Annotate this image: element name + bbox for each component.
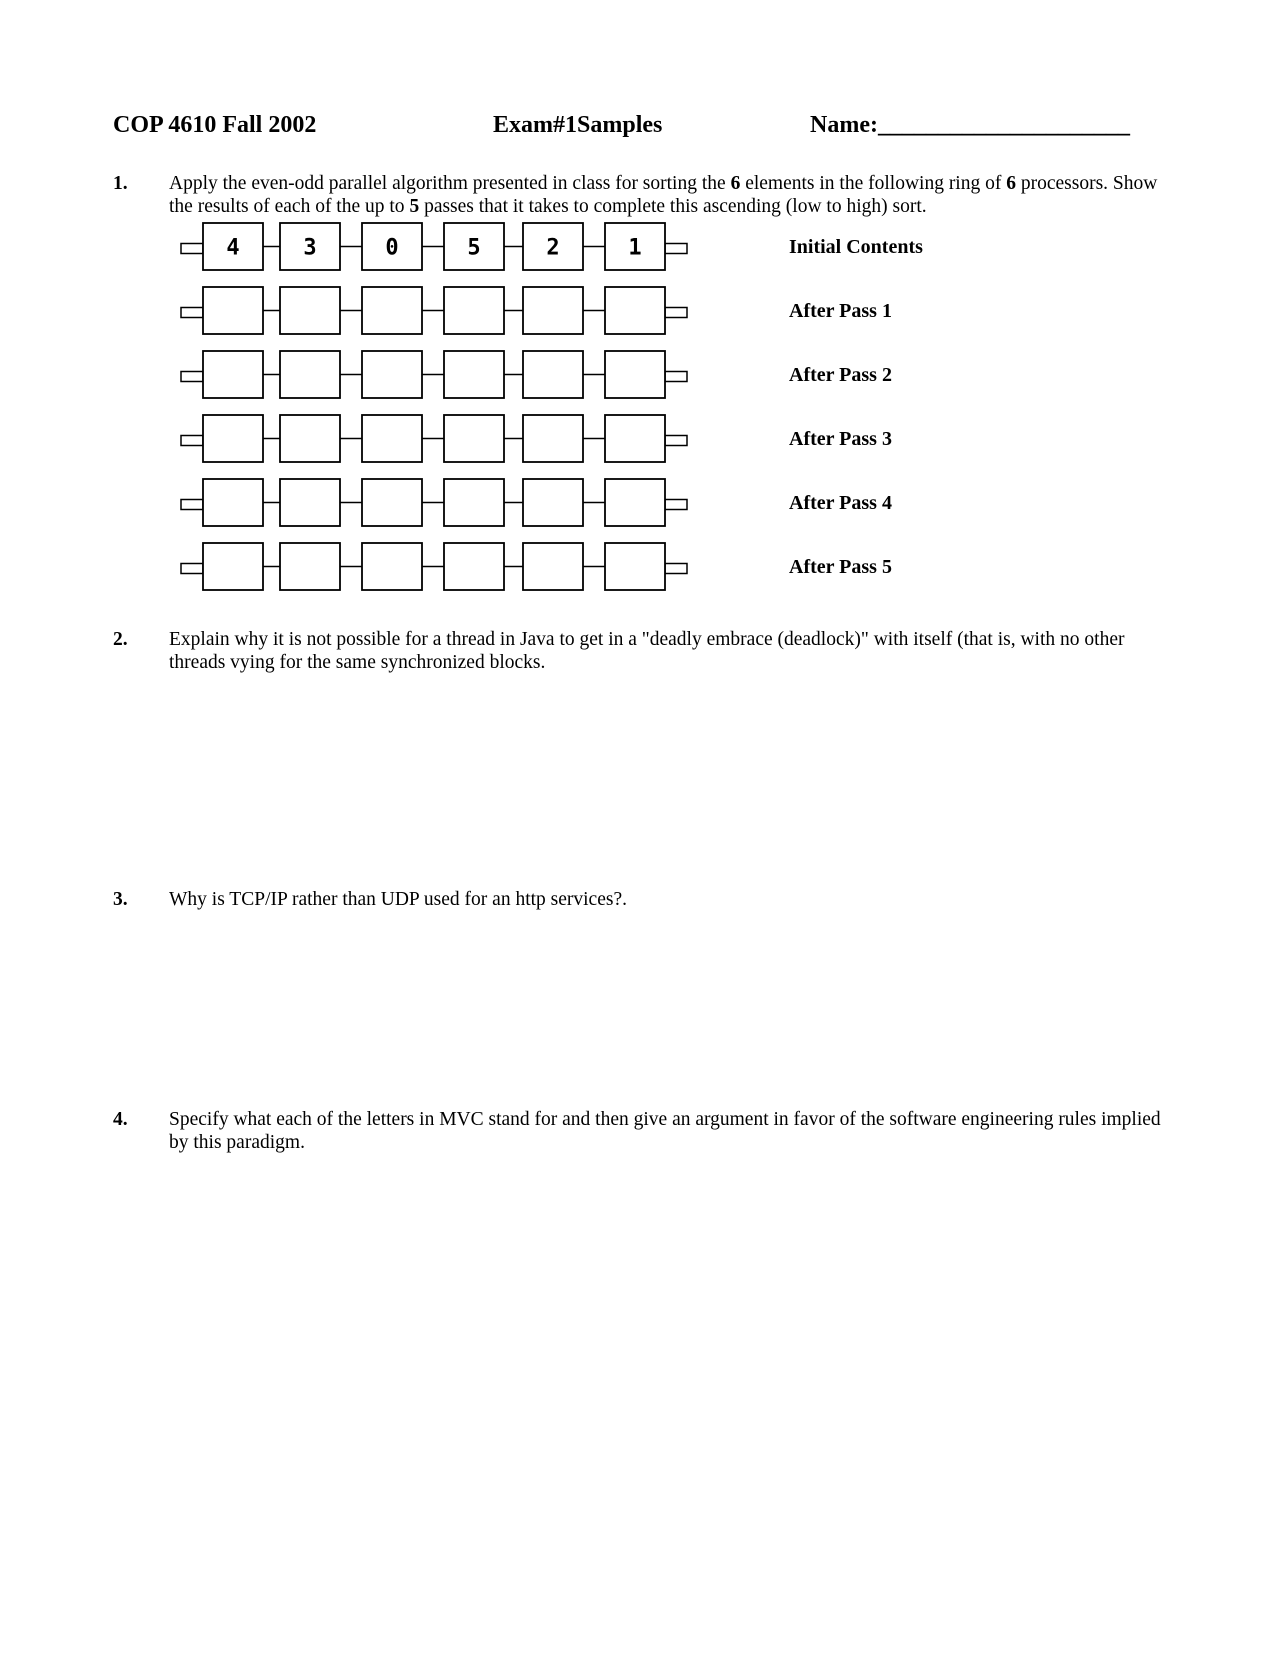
processor-cell xyxy=(523,543,583,590)
processor-value: 1 xyxy=(628,235,642,261)
question-2 xyxy=(113,628,1173,674)
course-title: COP 4610 Fall 2002 xyxy=(113,112,317,138)
exam-title: Exam#1Samples xyxy=(493,112,663,138)
exam-header xyxy=(113,112,1163,146)
ring-left-stub xyxy=(181,500,203,510)
ring-left-stub xyxy=(181,372,203,382)
processor-cell xyxy=(605,543,665,590)
processor-cell xyxy=(203,415,263,462)
question-4 xyxy=(113,1108,1173,1154)
processor-cell xyxy=(362,479,422,526)
processor-cell xyxy=(280,415,340,462)
ring-left-stub xyxy=(181,436,203,446)
processor-cell xyxy=(280,543,340,590)
processor-cell xyxy=(203,287,263,334)
question-text: Specify what each of the letters in MVC stand for and then give an argument in favor of the software engineering rules implied by this paradigm. xyxy=(169,1109,1161,1153)
processor-value: 4 xyxy=(226,235,240,261)
processor-cell xyxy=(523,415,583,462)
ring-left-stub xyxy=(181,564,203,574)
question-number: 3. xyxy=(113,889,128,910)
processor-cell xyxy=(605,479,665,526)
question-text: Apply the even-odd parallel algorithm presented in class for sorting the 6 elements in the following ring of 6 processors. Show the results of each of the up to 5 passes that it takes to complete this ascending (low to high) sort. xyxy=(169,173,1158,217)
question-number: 2. xyxy=(113,629,128,650)
processor-cell xyxy=(203,543,263,590)
ring-right-stub xyxy=(665,372,687,382)
question-number: 4. xyxy=(113,1109,128,1130)
row-label-pass-5: After Pass 5 xyxy=(789,556,892,578)
question-number: 1. xyxy=(113,173,128,194)
ring-left-stub xyxy=(181,244,203,254)
processor-cell xyxy=(605,287,665,334)
processor-cell xyxy=(444,287,504,334)
processor-value: 0 xyxy=(385,235,399,261)
processor-cell xyxy=(605,351,665,398)
ring-left-stub xyxy=(181,308,203,318)
row-label-initial: Initial Contents xyxy=(789,236,923,258)
ring-right-stub xyxy=(665,500,687,510)
ring-right-stub xyxy=(665,308,687,318)
processor-cell xyxy=(362,287,422,334)
processor-cell xyxy=(362,415,422,462)
processor-cell xyxy=(362,543,422,590)
row-label-pass-3: After Pass 3 xyxy=(789,428,892,450)
ring-right-stub xyxy=(665,244,687,254)
processor-value: 2 xyxy=(546,235,560,261)
processor-value: 3 xyxy=(303,235,317,261)
processor-cell xyxy=(280,479,340,526)
processor-cell xyxy=(444,479,504,526)
ring-right-stub xyxy=(665,436,687,446)
processor-cell xyxy=(605,415,665,462)
row-label-pass-2: After Pass 2 xyxy=(789,364,892,386)
processor-cell xyxy=(280,287,340,334)
processor-cell xyxy=(523,287,583,334)
question-text: Explain why it is not possible for a thread in Java to get in a "deadly embrace (deadlock)" with itself (that is, with no other threads vying for the same synchronized blocks. xyxy=(169,629,1125,673)
processor-cell xyxy=(444,415,504,462)
question-1 xyxy=(113,172,1173,218)
processor-cell xyxy=(523,479,583,526)
processor-cell xyxy=(362,351,422,398)
question-text: Why is TCP/IP rather than UDP used for an http services?. xyxy=(169,889,627,910)
processor-cell xyxy=(203,479,263,526)
row-label-pass-1: After Pass 1 xyxy=(789,300,892,322)
question-3 xyxy=(113,888,1173,911)
row-label-pass-4: After Pass 4 xyxy=(789,492,892,514)
name-field[interactable]: Name:_____________________ xyxy=(810,112,1130,138)
processor-value: 5 xyxy=(467,235,481,261)
processor-cell xyxy=(444,543,504,590)
processor-cell xyxy=(444,351,504,398)
ring-right-stub xyxy=(665,564,687,574)
processor-ring-diagram xyxy=(180,222,700,602)
processor-cell xyxy=(523,351,583,398)
processor-cell xyxy=(203,351,263,398)
processor-cell xyxy=(280,351,340,398)
